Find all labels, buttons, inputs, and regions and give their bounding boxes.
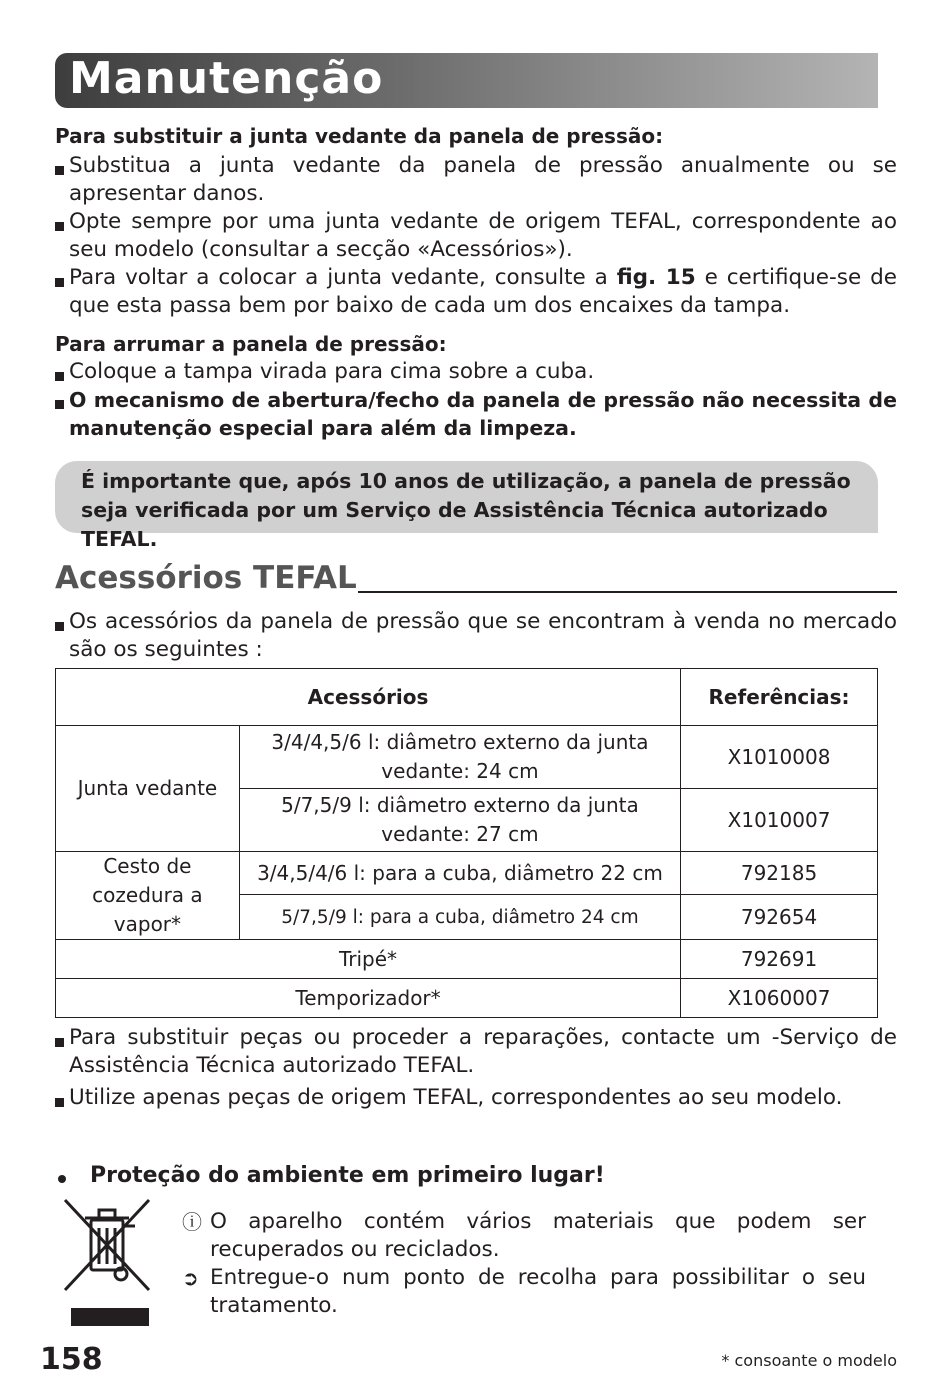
list-item: Os acessórios da panela de pressão que se encontram à venda no mercado são os seguintes :: [55, 608, 897, 664]
bullet-text: Para voltar a colocar a junta vedante, consulte a: [69, 265, 617, 290]
table-row: [56, 726, 878, 789]
important-note-box: [55, 461, 878, 551]
basket-label-cell: Cesto de cozedura a vapor*: [56, 852, 240, 940]
bullet-square-icon: [55, 278, 64, 287]
timer-label-cell: Temporizador*: [56, 979, 681, 1018]
table-row: [56, 940, 878, 979]
column-header-references: Referências:: [681, 669, 878, 726]
arrow-right-icon: ➲: [182, 1266, 199, 1290]
list-item: Opte sempre por uma junta vedante de origem TEFAL, correspondente ao seu modelo (consultar a secção «Acessórios»).: [55, 208, 897, 264]
reference-cell: X1010007: [681, 789, 878, 852]
page-number: 158: [40, 1342, 103, 1377]
list-item: [55, 264, 897, 320]
reference-cell: 792691: [681, 940, 878, 979]
table-header-row: [56, 669, 878, 726]
figure-reference: fig. 15: [616, 265, 696, 290]
info-icon: ⓘ: [182, 1210, 202, 1234]
title-rule: [358, 591, 897, 593]
bullet-square-icon: [55, 622, 64, 631]
reference-cell: 792185: [681, 852, 878, 895]
crossed-bin-icon: [63, 1196, 153, 1328]
gasket-label-cell: Junta vedante: [56, 726, 240, 852]
description-cell: 5/7,5/9 l: para a cuba, diâmetro 24 cm: [239, 895, 680, 940]
description-cell: 5/7,5/9 l: diâmetro externo da junta vedante: 27 cm: [239, 789, 680, 852]
list-item: O mecanismo de abertura/fecho da panela de pressão não necessita de manutenção especial para além da limpeza.: [55, 386, 897, 442]
gasket-heading: Para substituir a junta vedante da panela de pressão:: [55, 124, 664, 148]
accessories-title: Acessórios TEFAL: [55, 560, 357, 596]
bullet-dot-icon: [58, 1175, 66, 1183]
description-cell: 3/4,5/4/6 l: para a cuba, diâmetro 22 cm: [239, 852, 680, 895]
storage-heading: Para arrumar a panela de pressão:: [55, 332, 447, 356]
bullet-square-icon: [55, 222, 64, 231]
list-item: Coloque a tampa virada para cima sobre a cuba.: [55, 358, 897, 386]
bullet-square-icon: [55, 372, 64, 381]
footnote: * consoante o modelo: [721, 1351, 897, 1370]
tripod-label-cell: Tripé*: [56, 940, 681, 979]
bullet-square-icon: [55, 400, 64, 409]
list-item: Utilize apenas peças de origem TEFAL, correspondentes ao seu modelo.: [55, 1084, 897, 1112]
table-row: [56, 979, 878, 1018]
list-item: Para substituir peças ou proceder a reparações, contacte um -Serviço de Assistência Técnica autorizado TEFAL.: [55, 1024, 897, 1080]
info-line: ⓘ O aparelho contém vários materiais que podem ser recuperados ou reciclados.: [182, 1209, 866, 1262]
bullet-square-icon: [55, 1038, 64, 1047]
page-title: Manutenção: [69, 53, 384, 104]
column-header-accessories: Acessórios: [56, 669, 681, 726]
accessories-table: [55, 668, 878, 1018]
important-note-text: É importante que, após 10 anos de utilização, a panela de pressão seja verificada por um Serviço de Assistência Técnica autorizado TEFAL.: [81, 469, 851, 551]
bullet-square-icon: [55, 166, 64, 175]
section-header-maintenance: [55, 53, 878, 108]
reference-cell: X1010008: [681, 726, 878, 789]
list-item: Substitua a junta vedante da panela de pressão anualmente ou se apresentar danos.: [55, 152, 897, 208]
description-cell: 3/4/4,5/6 l: diâmetro externo da junta vedante: 24 cm: [239, 726, 680, 789]
reference-cell: X1060007: [681, 979, 878, 1018]
environment-title: Proteção do ambiente em primeiro lugar!: [90, 1163, 605, 1188]
reference-cell: 792654: [681, 895, 878, 940]
bullet-text: e certifique-se de que esta passa bem por baixo de cada um dos encaixes da tampa.: [69, 265, 897, 318]
bullet-square-icon: [55, 1098, 64, 1107]
table-row: [56, 852, 878, 895]
recycle-line: ➲ Entregue-o num ponto de recolha para possibilitar o seu tratamento.: [182, 1265, 866, 1318]
